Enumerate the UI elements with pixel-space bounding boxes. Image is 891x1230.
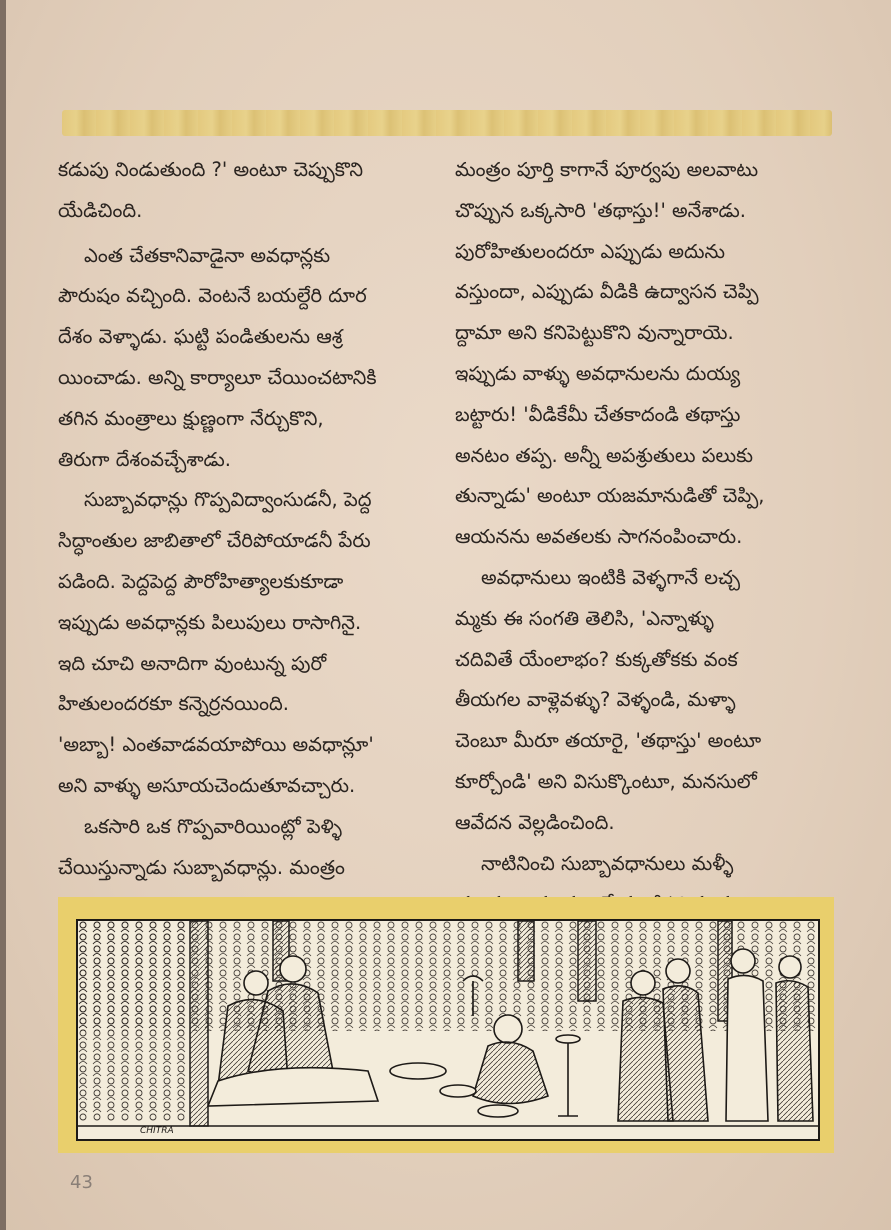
text-line: సుబ్బావధాన్లు గొప్పవిద్వాంసుడనీ, పెద్ద <box>84 488 372 512</box>
text-line: ఆవేదన వెల్లడించింది. <box>455 810 615 834</box>
text-line: పౌరుషం వచ్చింది. వెంటనే బయల్దేరి దూర <box>58 284 367 308</box>
text-line: చొప్పున ఒక్కసారి 'తథాస్తు!' అనేశాడు. <box>455 198 746 222</box>
text-line: ద్దామా అని కనిపెట్టుకొని వున్నారాయె. <box>455 321 734 345</box>
text-line: ఇప్పుడు అవధాన్లకు పిలుపులు రాసాగినై. <box>58 610 362 634</box>
page-binding-edge <box>0 0 6 1230</box>
text-line: ఇప్పుడు వాళ్ళు అవధానులను దుయ్య <box>455 361 741 385</box>
text-line: తగిన మంత్రాలు క్షుణ్ణంగా నేర్చుకొని, <box>58 406 324 430</box>
illustration-frame <box>58 897 834 1153</box>
text-line: చెంబూ మీరూ తయారై, 'తథాస్తు' అంటూ <box>455 729 762 753</box>
text-line: వస్తుందా, ఎప్పుడు వీడికి ఉద్వాసన చెప్పి <box>455 280 759 304</box>
text-line: పురోహితులందరూ ఎప్పుడు అదును <box>455 239 725 263</box>
text-line: హితులందరకూ కన్నెర్రనయింది. <box>58 692 289 716</box>
text-line: ఒకసారి ఒక గొప్పవారియింట్లో పెళ్ళి <box>84 814 342 838</box>
text-line: పడింది. పెద్దపెద్ద పౌరోహిత్యాలకుకూడా <box>58 569 344 593</box>
text-line: తీయగల వాళ్లెవళ్ళు? వెళ్ళండి, మళ్ళా <box>455 688 736 712</box>
text-line: కూర్చోండి' అని విసుక్కొంటూ, మనసులో <box>455 769 757 793</box>
text-line: 'అబ్బా! ఎంతవాడవయాపోయి అవధాన్లూ' <box>58 733 374 757</box>
left-text-column <box>58 150 438 929</box>
text-line: మ్మకు ఈ సంగతి తెలిసి, 'ఎన్నాళ్ళు <box>455 606 714 630</box>
wedding-ceremony-illustration <box>76 919 820 1141</box>
artist-signature: CHITRA <box>140 1126 174 1136</box>
text-line: అనటం తప్ప. అన్నీ అపశ్రుతులు పలుకు <box>455 443 754 467</box>
text-line: యేడిచింది. <box>58 198 143 222</box>
decorative-header-band <box>62 110 832 136</box>
text-line: సిద్ధాంతుల జాబితాలో చేరిపోయాడనీ పేరు <box>58 529 371 553</box>
text-line: బట్టారు! 'వీడికేమీ చేతకాదండి తథాస్తు <box>455 402 741 426</box>
text-line: తున్నాడు' అంటూ యజమానుడితో చెప్పి, <box>455 484 765 508</box>
text-line: ఇది చూచి అనాదిగా వుంటున్న పురో <box>58 651 327 675</box>
text-line: యించాడు. అన్ని కార్యాలూ చేయించటానికి <box>58 365 377 389</box>
text-line: నాటినించి సుబ్బావధానులు మళ్ళీ <box>481 851 734 875</box>
text-line: అవధానులు ఇంటికి వెళ్ళగానే లచ్చ <box>481 565 740 589</box>
text-line: ఎంత చేతకానివాడైనా అవధాన్లకు <box>84 243 331 267</box>
text-line: దేశం వెళ్ళాడు. ఘట్టి పండితులను ఆశ్ర <box>58 325 343 349</box>
text-line: చదివితే యేంలాభం? కుక్కతోకకు వంక <box>455 647 738 671</box>
page-number: 43 <box>70 1172 93 1193</box>
text-line: చేయిస్తున్నాడు సుబ్బావధాన్లు. మంత్రం <box>58 855 345 879</box>
text-line: కడుపు నిండుతుంది ?' అంటూ చెప్పుకొని <box>58 158 364 181</box>
text-line: తిరుగా దేశంవచ్చేశాడు. <box>58 447 231 471</box>
text-line: అని వాళ్ళు అసూయచెందుతూవచ్చారు. <box>58 773 356 797</box>
right-text-column <box>455 150 835 925</box>
text-line: మంత్రం పూర్తి కాగానే పూర్వపు అలవాటు <box>455 158 759 181</box>
text-line: ఆయనను అవతలకు సాగనంపించారు. <box>455 525 743 549</box>
illustration-drawing <box>78 921 818 1139</box>
